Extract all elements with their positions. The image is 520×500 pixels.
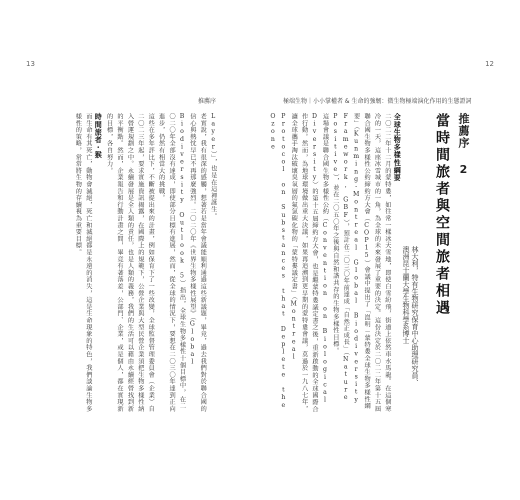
right-page-number: 12 — [485, 60, 494, 68]
paragraph: 老實說，我有很深的感觸，想著若是當年會議能順利通過這些新議題，畢竟，過去我們對於聯合國的信心與熱忱早已不再那麼強烈。二〇二〇年《世界生物多樣性展望》（Global Biodiversity Outlook 5）指出，全球生物多樣性十個目標中，在二〇二〇年全部沒有達成，即使部分目標有進展，然而，從全球的情況下，要想在二〇三〇年達到正向進步，仍然有相當大的挑戰。 — [157, 113, 207, 413]
left-page-number: 13 — [26, 60, 35, 68]
paragraph: 這場會議是聯合國生物多樣性公約（Convention on Biological Diversity）的第十五屆締約方大會，也是繼蒙特婁議定書之後，重新啟動的全球國際合作行動。然而，為地球環境做出重大決議，如果再追溯到更早期的蒙特婁會議，莫過於一九八七年，讓全球攜手淘汰破壞臭氧層的氟氯碳化物的「蒙特婁議定書」（Montreal Protocol on Substances that Deplete the Ozone — [269, 113, 329, 413]
right-page-body — [267, 113, 402, 413]
paragraph: 二〇二二年十二月的蒙特婁，如往常一樣冰天雪地，即使白雪紛飛，街道上依然車水馬龍。在這個寒冷的一天，這座冰雪城市的一角，為全球的未來發展了重要的決定。這份決定於二〇二二年第十五屆聯合國生物多樣性公約締約方大會（COP15）會議中提出了「崑明－蒙特婁全球生物多樣性綱要」（Kunming-Montreal Global Biodiversity Framework, GBF），預計在二〇三〇年前達成「自然正成長」（Nature Positive），並在二〇五〇年之後與自然和諧共存的生物多樣性目標。 — [331, 113, 391, 413]
paragraph: Layer）」，也是在這裡誕生。 — [209, 113, 217, 220]
author-credit — [401, 246, 419, 386]
section-heading-time-traveler: 時間旅者・猴 — [94, 113, 103, 159]
right-running-head: 極端生物｜小小掌權者 & 生命的強韌：微生物極端演化作用的生態證詞 — [283, 98, 472, 105]
author-line-1: 林大利，特有生物研究保育中心助理研究員、 — [411, 246, 419, 386]
left-page-body — [72, 113, 218, 413]
paragraph: 這些在多年評比下，不斷被提出來的計畫，例如保育下了一些改變，全球監督管理委員會（企業）自二〇二三年起，要求實施資訊揭露，在國際上的規範下，公營企業與大型民營企業須把生物多樣性納入營運規劃之中。永續發展是全人類的責任，也是人類的義務，我們的生活可以藉由永續經營找到新的平衡點。然而，企業報告和行動計畫之間，畢竟有著落差，公部門、企業，或是個人，都在實現新的目標，各自努力。 — [105, 113, 155, 413]
section-heading-biodiversity: 全球生物多樣性綱要 — [393, 113, 402, 182]
left-running-head: 推薦序 — [198, 98, 217, 105]
chapter-title: 當時間旅者與空間旅者相遇 — [434, 113, 450, 317]
chapter-label: 推薦序 2 — [457, 113, 470, 177]
author-line-2: 澳洲昆士蘭大學生物科學系博士 — [402, 246, 410, 344]
paragraph: 而生命有其死亡，動物會滅絕，死亡和滅絕都是永遠的消失，這是生命現象的特色，我們談論生物多樣性的策略，常常將生物的存續視為重要目標。 — [74, 113, 92, 413]
